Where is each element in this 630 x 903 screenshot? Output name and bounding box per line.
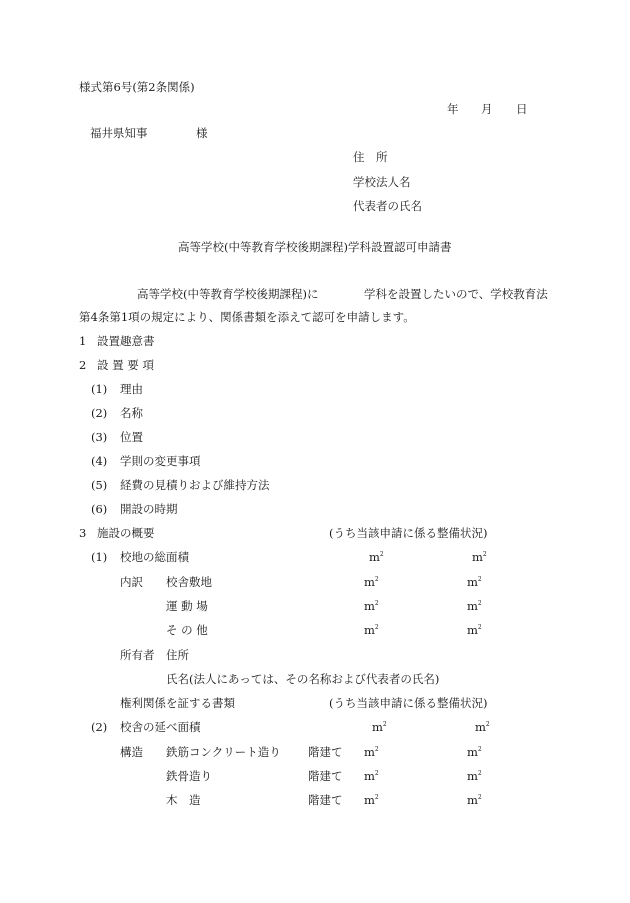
unit-sqm: $m^2$ bbox=[472, 550, 487, 564]
sec1-num: 1 bbox=[79, 334, 87, 348]
unit-sqm: $m^2$ bbox=[372, 720, 387, 734]
unit-sqm: $m^2$ bbox=[364, 769, 379, 783]
land-label: 校地の総面積 bbox=[120, 550, 189, 564]
sec2-item-num: (4) bbox=[91, 454, 108, 468]
land-row-label: そ の 他 bbox=[166, 623, 208, 637]
sec2-item-label: 理由 bbox=[120, 382, 143, 396]
building-label: 校舎の延べ面積 bbox=[120, 720, 201, 734]
land-row-label: 運 動 場 bbox=[166, 599, 208, 613]
sec2-item-num: (5) bbox=[91, 478, 108, 492]
land-row-label: 校舎敷地 bbox=[166, 575, 212, 589]
unit-sqm: $m^2$ bbox=[467, 623, 482, 637]
date-year-label: 年 bbox=[447, 102, 459, 116]
owner-label: 所有者 bbox=[120, 648, 155, 662]
structure-floors: 階建て bbox=[308, 793, 343, 807]
owner-address-label: 住所 bbox=[166, 648, 189, 662]
sec2-item-label: 名称 bbox=[120, 406, 143, 420]
sec2-label: 設 置 要 項 bbox=[97, 358, 154, 372]
sec2-item-label: 経費の見積りおよび維持方法 bbox=[120, 478, 270, 492]
unit-sqm: $m^2$ bbox=[364, 745, 379, 759]
rights-note: (うち当該申請に係る整備状況) bbox=[329, 696, 488, 710]
applicant-address-label: 住 所 bbox=[353, 150, 388, 164]
sec2-item-num: (2) bbox=[91, 406, 108, 420]
date-day-label: 日 bbox=[516, 102, 528, 116]
sec2-item-num: (6) bbox=[91, 502, 108, 516]
structure-type: 鉄骨造り bbox=[166, 769, 212, 783]
unit-sqm: $m^2$ bbox=[369, 550, 384, 564]
sec2-item-label: 位置 bbox=[120, 430, 143, 444]
sec1-label: 設置趣意書 bbox=[97, 334, 155, 348]
structure-label: 構造 bbox=[120, 745, 143, 759]
unit-sqm: $m^2$ bbox=[364, 599, 379, 613]
unit-sqm: $m^2$ bbox=[467, 769, 482, 783]
building-num: (2) bbox=[91, 720, 108, 734]
land-breakdown-label: 内訳 bbox=[120, 575, 143, 589]
applicant-rep-name-label: 代表者の氏名 bbox=[353, 199, 422, 213]
sec2-item-num: (1) bbox=[91, 382, 108, 396]
document-title: 高等学校(中等教育学校後期課程)学科設置認可申請書 bbox=[178, 240, 452, 254]
sec3-label: 施設の概要 bbox=[97, 526, 155, 540]
owner-name-label: 氏名(法人にあっては、その名称および代表者の氏名) bbox=[166, 672, 440, 686]
addressee-name: 福井県知事 bbox=[90, 126, 148, 140]
unit-sqm: $m^2$ bbox=[364, 793, 379, 807]
unit-sqm: $m^2$ bbox=[364, 575, 379, 589]
addressee-honorific: 様 bbox=[196, 126, 208, 140]
unit-sqm: $m^2$ bbox=[467, 745, 482, 759]
body-line1-b: 学科を設置したいので、学校教育法 bbox=[364, 287, 548, 301]
applicant-corp-name-label: 学校法人名 bbox=[353, 175, 411, 189]
date-month-label: 月 bbox=[481, 102, 493, 116]
unit-sqm: $m^2$ bbox=[467, 599, 482, 613]
sec2-item-num: (3) bbox=[91, 430, 108, 444]
structure-floors: 階建て bbox=[308, 769, 343, 783]
sec2-item-label: 開設の時期 bbox=[120, 502, 178, 516]
unit-sqm: $m^2$ bbox=[364, 623, 379, 637]
body-line1-a: 高等学校(中等教育学校後期課程)に bbox=[137, 287, 319, 301]
body-line2: 第4条第1項の規定により、関係書類を添えて認可を申請します。 bbox=[79, 310, 415, 324]
sec2-num: 2 bbox=[79, 358, 87, 372]
sec3-note: (うち当該申請に係る整備状況) bbox=[329, 526, 488, 540]
structure-type: 鉄筋コンクリート造り bbox=[166, 745, 281, 759]
unit-sqm: $m^2$ bbox=[475, 720, 490, 734]
land-num: (1) bbox=[91, 550, 108, 564]
unit-sqm: $m^2$ bbox=[467, 575, 482, 589]
sec2-item-label: 学則の変更事項 bbox=[120, 454, 201, 468]
form-number: 様式第6号(第2条関係) bbox=[79, 80, 195, 94]
structure-floors: 階建て bbox=[308, 745, 343, 759]
structure-type: 木 造 bbox=[166, 793, 201, 807]
rights-document-label: 権利関係を証する書類 bbox=[120, 696, 235, 710]
unit-sqm: $m^2$ bbox=[467, 793, 482, 807]
sec3-num: 3 bbox=[79, 526, 87, 540]
